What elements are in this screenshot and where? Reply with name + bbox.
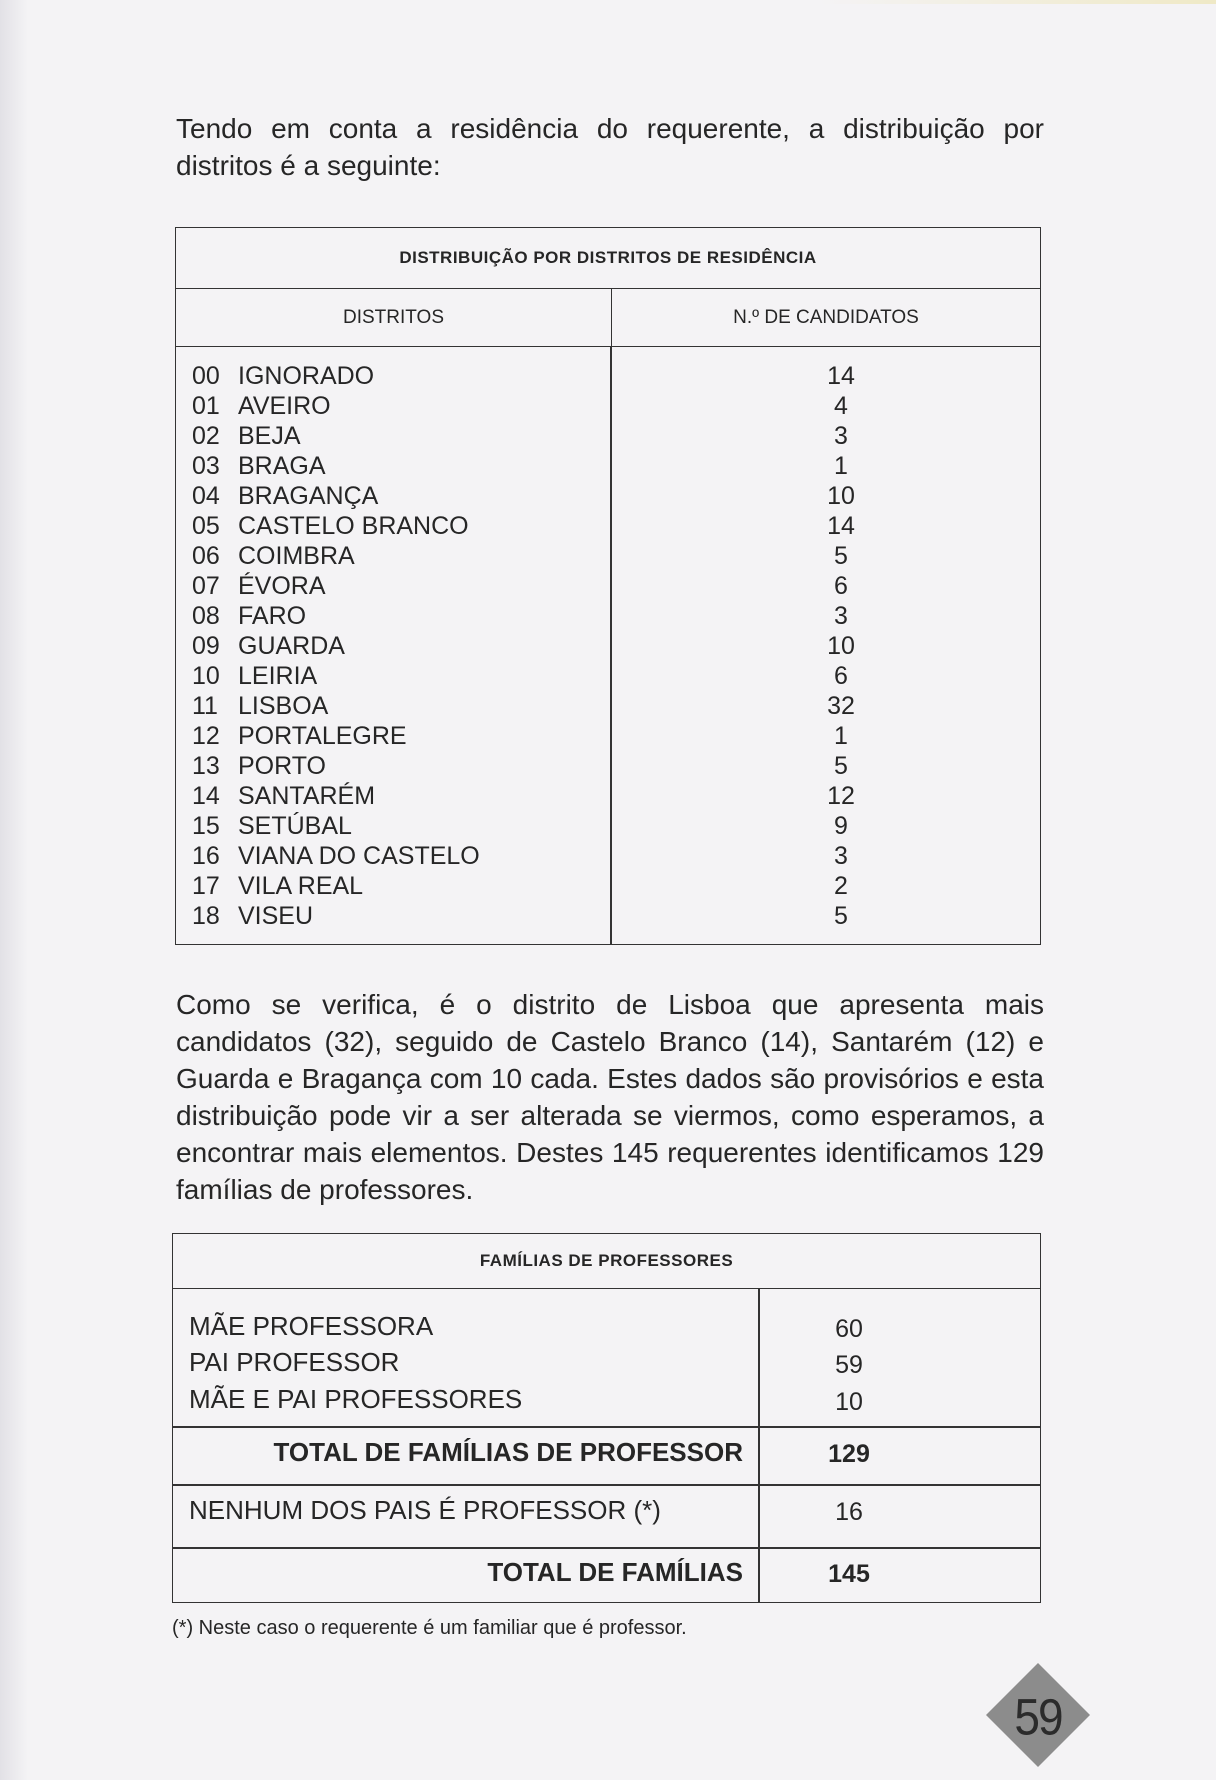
total-teacher-families-label: TOTAL DE FAMÍLIAS DE PROFESSOR	[273, 1437, 743, 1467]
family-row-value: 59	[835, 1351, 863, 1379]
district-name: BRAGA	[238, 452, 326, 480]
district-name: PORTALEGRE	[238, 722, 407, 750]
district-row	[176, 811, 1040, 841]
district-code: 08	[192, 602, 220, 630]
district-name: FARO	[238, 602, 307, 630]
district-row	[176, 391, 1040, 421]
district-count: 32	[827, 692, 855, 720]
district-name: IGNORADO	[238, 362, 375, 390]
family-row-label: PAI PROFESSOR	[189, 1347, 400, 1377]
row-divider	[173, 1484, 1040, 1486]
row-divider	[173, 1426, 1040, 1428]
families-table-title: FAMÍLIAS DE PROFESSORES	[173, 1234, 1040, 1289]
district-name: SANTARÉM	[238, 782, 376, 810]
district-count: 3	[834, 842, 848, 870]
district-count: 14	[827, 362, 855, 390]
district-row	[176, 481, 1040, 511]
district-row	[176, 841, 1040, 871]
district-name: VISEU	[238, 902, 314, 930]
district-count: 5	[834, 542, 848, 570]
district-count: 12	[827, 782, 855, 810]
district-code: 17	[192, 872, 220, 900]
district-code: 13	[192, 752, 220, 780]
district-row	[176, 541, 1040, 571]
district-code: 00	[192, 362, 220, 390]
district-count: 6	[834, 572, 848, 600]
district-code: 02	[192, 422, 220, 450]
district-row	[176, 511, 1040, 541]
district-count: 1	[834, 452, 848, 480]
district-code: 07	[192, 572, 220, 600]
district-code: 18	[192, 902, 220, 930]
family-row-label: MÃE E PAI PROFESSORES	[189, 1384, 523, 1414]
district-count: 5	[834, 752, 848, 780]
district-row	[176, 781, 1040, 811]
district-name: ÉVORA	[238, 572, 326, 600]
district-name: COIMBRA	[238, 542, 355, 570]
district-count: 9	[834, 812, 848, 840]
no-teacher-parent-label: NENHUM DOS PAIS É PROFESSOR (*)	[189, 1495, 661, 1525]
district-code: 09	[192, 632, 220, 660]
family-row-label: MÃE PROFESSORA	[189, 1311, 434, 1341]
district-count: 1	[834, 722, 848, 750]
district-name: VILA REAL	[238, 872, 364, 900]
district-row	[176, 751, 1040, 781]
page-top-strip	[820, 0, 1216, 4]
total-families-label: TOTAL DE FAMÍLIAS	[487, 1557, 743, 1587]
district-name: CASTELO BRANCO	[238, 512, 469, 540]
total-teacher-families-value: 129	[828, 1440, 870, 1468]
district-row	[176, 871, 1040, 901]
district-row	[176, 571, 1040, 601]
district-name: SETÚBAL	[238, 812, 352, 840]
district-row	[176, 631, 1040, 661]
district-count: 3	[834, 602, 848, 630]
district-name: LEIRIA	[238, 662, 318, 690]
family-row-value: 60	[835, 1315, 863, 1343]
districts-table-title: DISTRIBUIÇÃO POR DISTRITOS DE RESIDÊNCIA	[176, 228, 1040, 289]
district-count: 10	[827, 482, 855, 510]
district-name: BRAGANÇA	[238, 482, 379, 510]
district-row	[176, 361, 1040, 391]
district-count: 10	[827, 632, 855, 660]
district-row	[176, 601, 1040, 631]
districts-rows	[176, 361, 1040, 931]
district-code: 11	[192, 692, 218, 720]
page-number: 59	[1014, 1688, 1062, 1746]
district-name: GUARDA	[238, 632, 345, 660]
district-count: 14	[827, 512, 855, 540]
district-code: 14	[192, 782, 220, 810]
total-families-value: 145	[828, 1560, 870, 1588]
row-divider	[173, 1547, 1040, 1549]
family-row-value: 10	[835, 1388, 863, 1416]
district-code: 04	[192, 482, 220, 510]
district-code: 10	[192, 662, 220, 690]
district-name: BEJA	[238, 422, 301, 450]
intro-paragraph: Tendo em conta a residência do requerente, a distribuição por distritos é a seguinte:	[176, 113, 1044, 181]
district-row	[176, 901, 1040, 931]
candidates-column-header: N.º DE CANDIDATOS	[612, 289, 1040, 347]
district-code: 05	[192, 512, 220, 540]
district-count: 6	[834, 662, 848, 690]
district-code: 03	[192, 452, 220, 480]
district-name: LISBOA	[238, 692, 329, 720]
district-row	[176, 691, 1040, 721]
district-name: PORTO	[238, 752, 326, 780]
district-name: VIANA DO CASTELO	[238, 842, 480, 870]
column-divider	[758, 1289, 760, 1602]
district-row	[176, 451, 1040, 481]
district-count: 3	[834, 422, 848, 450]
district-count: 2	[834, 872, 848, 900]
district-count: 5	[834, 902, 848, 930]
district-row	[176, 421, 1040, 451]
district-code: 01	[192, 392, 220, 420]
district-code: 15	[192, 812, 220, 840]
district-row	[176, 721, 1040, 751]
district-code: 16	[192, 842, 220, 870]
analysis-paragraph: Como se verifica, é o distrito de Lisboa que apresenta mais candidatos (32), seguido de Castelo Branco (14), Santarém (12) e Guarda e Bragança com 10 cada. Estes dados são provisórios e esta distribuição pode vir a ser alterada se viermos, como esperamos, a encontrar mais elementos. Destes 145 requerentes identificamos 129 famílias de professores.	[176, 989, 1044, 1205]
district-code: 12	[192, 722, 220, 750]
district-row	[176, 661, 1040, 691]
page-edge-shadow	[0, 0, 28, 1780]
footnote: (*) Neste caso o requerente é um familiar que é professor.	[172, 1617, 687, 1639]
districts-table	[175, 227, 1041, 945]
districts-column-header: DISTRITOS	[176, 289, 612, 347]
district-count: 4	[834, 392, 848, 420]
families-table	[172, 1233, 1041, 1603]
no-teacher-parent-value: 16	[835, 1498, 863, 1526]
district-name: AVEIRO	[238, 392, 331, 420]
district-code: 06	[192, 542, 220, 570]
